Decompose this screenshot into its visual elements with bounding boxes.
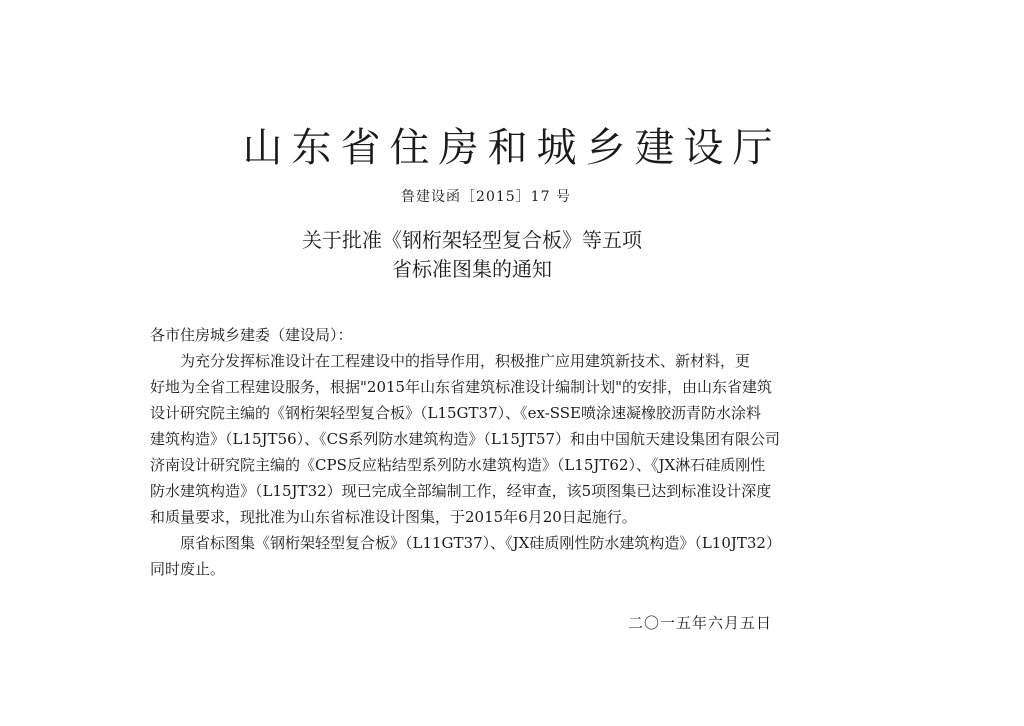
paragraph-1-line: 好地为全省工程建设服务，根据"2015年山东省建筑标准设计编制计划"的安排，由山东省建筑: [150, 378, 772, 396]
salutation: 各市住房城乡建委（建设局）：: [150, 326, 353, 344]
notice-title-line-2: 省标准图集的通知: [392, 257, 552, 281]
notice-title-line-1: 关于批准《钢桁架轻型复合板》等五项: [302, 228, 642, 252]
document-number: 鲁建设函［2015］17 号: [401, 189, 571, 205]
paragraph-1-line: 防水建筑构造》（L15JT32）现已完成全部编制工作，经审查，该5项图集已达到标准设计深度: [150, 482, 772, 500]
paragraph-1-line: 和质量要求，现批准为山东省标准设计图集，于2015年6月20日起施行。: [150, 508, 637, 526]
paragraph-1-line: 建筑构造》（L15JT56）、《CS系列防水建筑构造》（L15JT57）和由中国航天建设集团有限公司: [150, 430, 781, 448]
paragraph-1-line: 为充分发挥标准设计在工程建设中的指导作用，积极推广应用建筑新技术、新材料，更: [150, 352, 751, 370]
paragraph-2-line: 同时废止。: [150, 560, 226, 578]
issue-date: 二〇一五年六月五日: [628, 614, 773, 632]
issuing-agency-title: 山东省住房和城乡建设厅: [242, 125, 782, 171]
paragraph-1-line: 设计研究院主编的《钢桁架轻型复合板》（L15GT37）、《ex-SSE喷涂速凝橡胶沥青防水涂料: [150, 404, 762, 422]
paragraph-1-line: 济南设计研究院主编的《CPS反应粘结型系列防水建筑构造》（L15JT62）、《JX淋石硅质刚性: [150, 456, 766, 474]
paragraph-2-line: 原省标图集《钢桁架轻型复合板》（L11GT37）、《JX硅质刚性防水建筑构造》（L10JT32）: [150, 534, 781, 552]
